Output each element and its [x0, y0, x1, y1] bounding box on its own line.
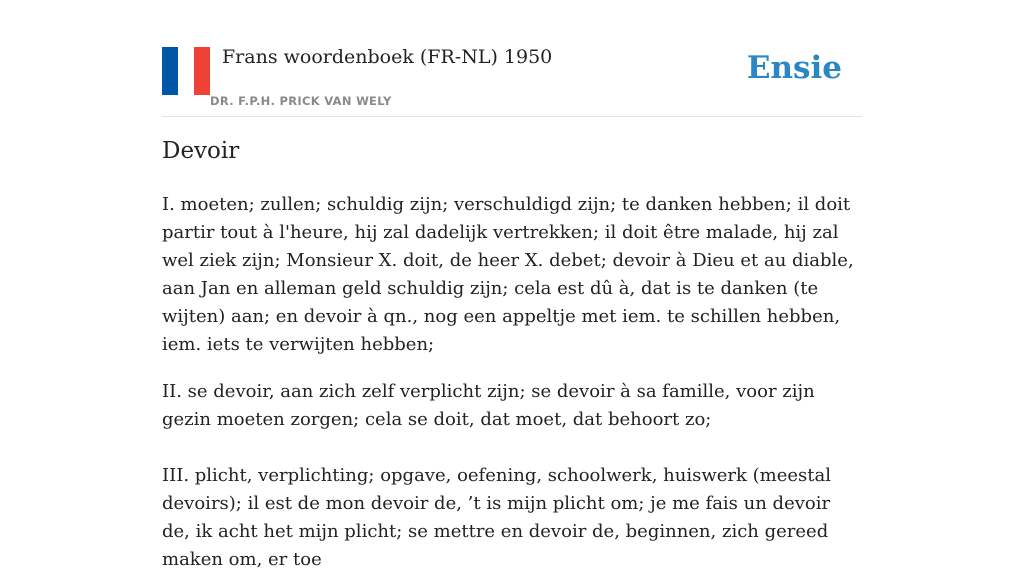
flag-stripe-red [194, 47, 210, 95]
dictionary-header [162, 40, 862, 117]
flag-stripe-white [178, 47, 194, 95]
entry-headword: Devoir [162, 138, 240, 164]
definition-item: III. plicht, verplichting; opgave, oefening, schoolwerk, huiswerk (meestal devoirs); il est de mon devoir de, ’t is mijn plicht om; je me fais un devoir de, ik acht het mijn plicht; se mettre en devoir de, beginnen, zich gereed maken om, er toe [162, 465, 831, 570]
author-name[interactable]: DR. F.P.H. PRICK VAN WELY [210, 94, 392, 108]
entry-definitions [162, 191, 862, 574]
definition-item: I. moeten; zullen; schuldig zijn; verschuldigd zijn; te danken hebben; il doit partir tout à l'heure, hij zal dadelijk vertrekken; il doit être malade, hij zal wel ziek zijn; Monsieur X. doit, de heer X. debet; devoir à Dieu et au diable, aan Jan en alleman geld schuldig zijn; cela est dû à, dat is te danken (te wijten) aan; en devoir à qn., nog een appeltje met iem. te schillen hebben, iem. iets te verwijten hebben; [162, 194, 854, 355]
french-flag-icon [162, 47, 210, 95]
dictionary-title[interactable]: Frans woordenboek (FR-NL) 1950 [222, 46, 553, 68]
definition-item: II. se devoir, aan zich zelf verplicht zijn; se devoir à sa famille, voor zijn gezin moeten zorgen; cela se doit, dat moet, dat behoort zo; [162, 381, 815, 430]
ensie-logo[interactable]: Ensie [746, 50, 842, 86]
flag-stripe-blue [162, 47, 178, 95]
